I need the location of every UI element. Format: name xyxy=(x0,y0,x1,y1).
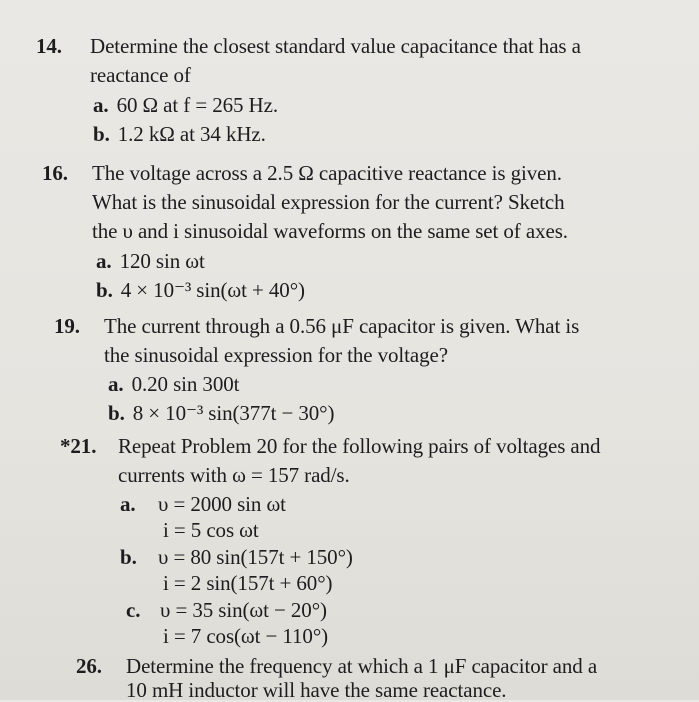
part-text: 1.2 kΩ at 34 kHz. xyxy=(117,122,266,146)
problem-26-line-2: 10 mH inductor will have the same reactance. xyxy=(126,678,507,702)
problem-21-part-a xyxy=(120,492,286,516)
problem-21-line-1: Repeat Problem 20 for the following pairs of voltages and xyxy=(118,434,601,458)
part-label: c. xyxy=(126,598,141,622)
problem-16-part-a xyxy=(96,249,205,273)
problem-26-line-1: Determine the frequency at which a 1 μF capacitor and a xyxy=(126,654,598,678)
part-text: υ = 35 sin(ωt − 20°) xyxy=(160,598,327,622)
problem-16-line-2: What is the sinusoidal expression for the current? Sketch xyxy=(92,190,565,214)
part-label: b. xyxy=(120,545,137,569)
problem-14-line-2: reactance of xyxy=(90,63,191,87)
problem-21-part-c-current: i = 7 cos(ωt − 110°) xyxy=(163,624,329,648)
part-text: υ = 2000 sin ωt xyxy=(158,492,286,516)
part-text: 8 × 10⁻³ sin(377t − 30°) xyxy=(132,401,335,425)
problem-19-line-2: the sinusoidal expression for the voltage? xyxy=(104,343,448,367)
part-label: b. xyxy=(93,122,110,146)
problem-21-part-c xyxy=(126,598,327,622)
problem-16-part-b xyxy=(96,278,305,302)
problem-14-line-1: Determine the closest standard value capacitance that has a xyxy=(90,34,581,58)
part-text: 60 Ω at f = 265 Hz. xyxy=(116,93,278,117)
problem-21-part-b-current: i = 2 sin(157t + 60°) xyxy=(163,571,333,595)
part-label: a. xyxy=(93,93,109,117)
part-label: b. xyxy=(108,401,125,425)
problem-16-line-3: the υ and i sinusoidal waveforms on the same set of axes. xyxy=(92,219,568,243)
problem-21-line-2: currents with ω = 157 rad/s. xyxy=(118,463,350,487)
problem-19-number: 19. xyxy=(54,314,80,338)
problem-21-part-a-current: i = 5 cos ωt xyxy=(163,518,259,542)
problem-14-part-b xyxy=(93,122,266,146)
problem-16-number: 16. xyxy=(42,161,68,185)
problem-19-line-1: The current through a 0.56 μF capacitor is given. What is xyxy=(104,314,580,338)
part-text: υ = 80 sin(157t + 150°) xyxy=(158,545,353,569)
part-label: a. xyxy=(108,372,124,396)
problem-19-part-a xyxy=(108,372,239,396)
problem-16-line-1: The voltage across a 2.5 Ω capacitive reactance is given. xyxy=(92,161,562,185)
part-text: 4 × 10⁻³ sin(ωt + 40°) xyxy=(120,278,305,302)
part-label: a. xyxy=(96,249,112,273)
part-label: b. xyxy=(96,278,113,302)
part-text: 0.20 sin 300t xyxy=(131,372,240,396)
problem-19-part-b xyxy=(108,401,334,425)
part-text: 120 sin ωt xyxy=(119,249,205,273)
problem-14-number: 14. xyxy=(36,34,62,58)
problem-21-part-b xyxy=(120,545,353,569)
problem-14-part-a xyxy=(93,93,278,117)
problem-26-number: 26. xyxy=(76,654,102,678)
problem-21-number: *21. xyxy=(60,434,97,458)
part-label: a. xyxy=(120,492,136,516)
